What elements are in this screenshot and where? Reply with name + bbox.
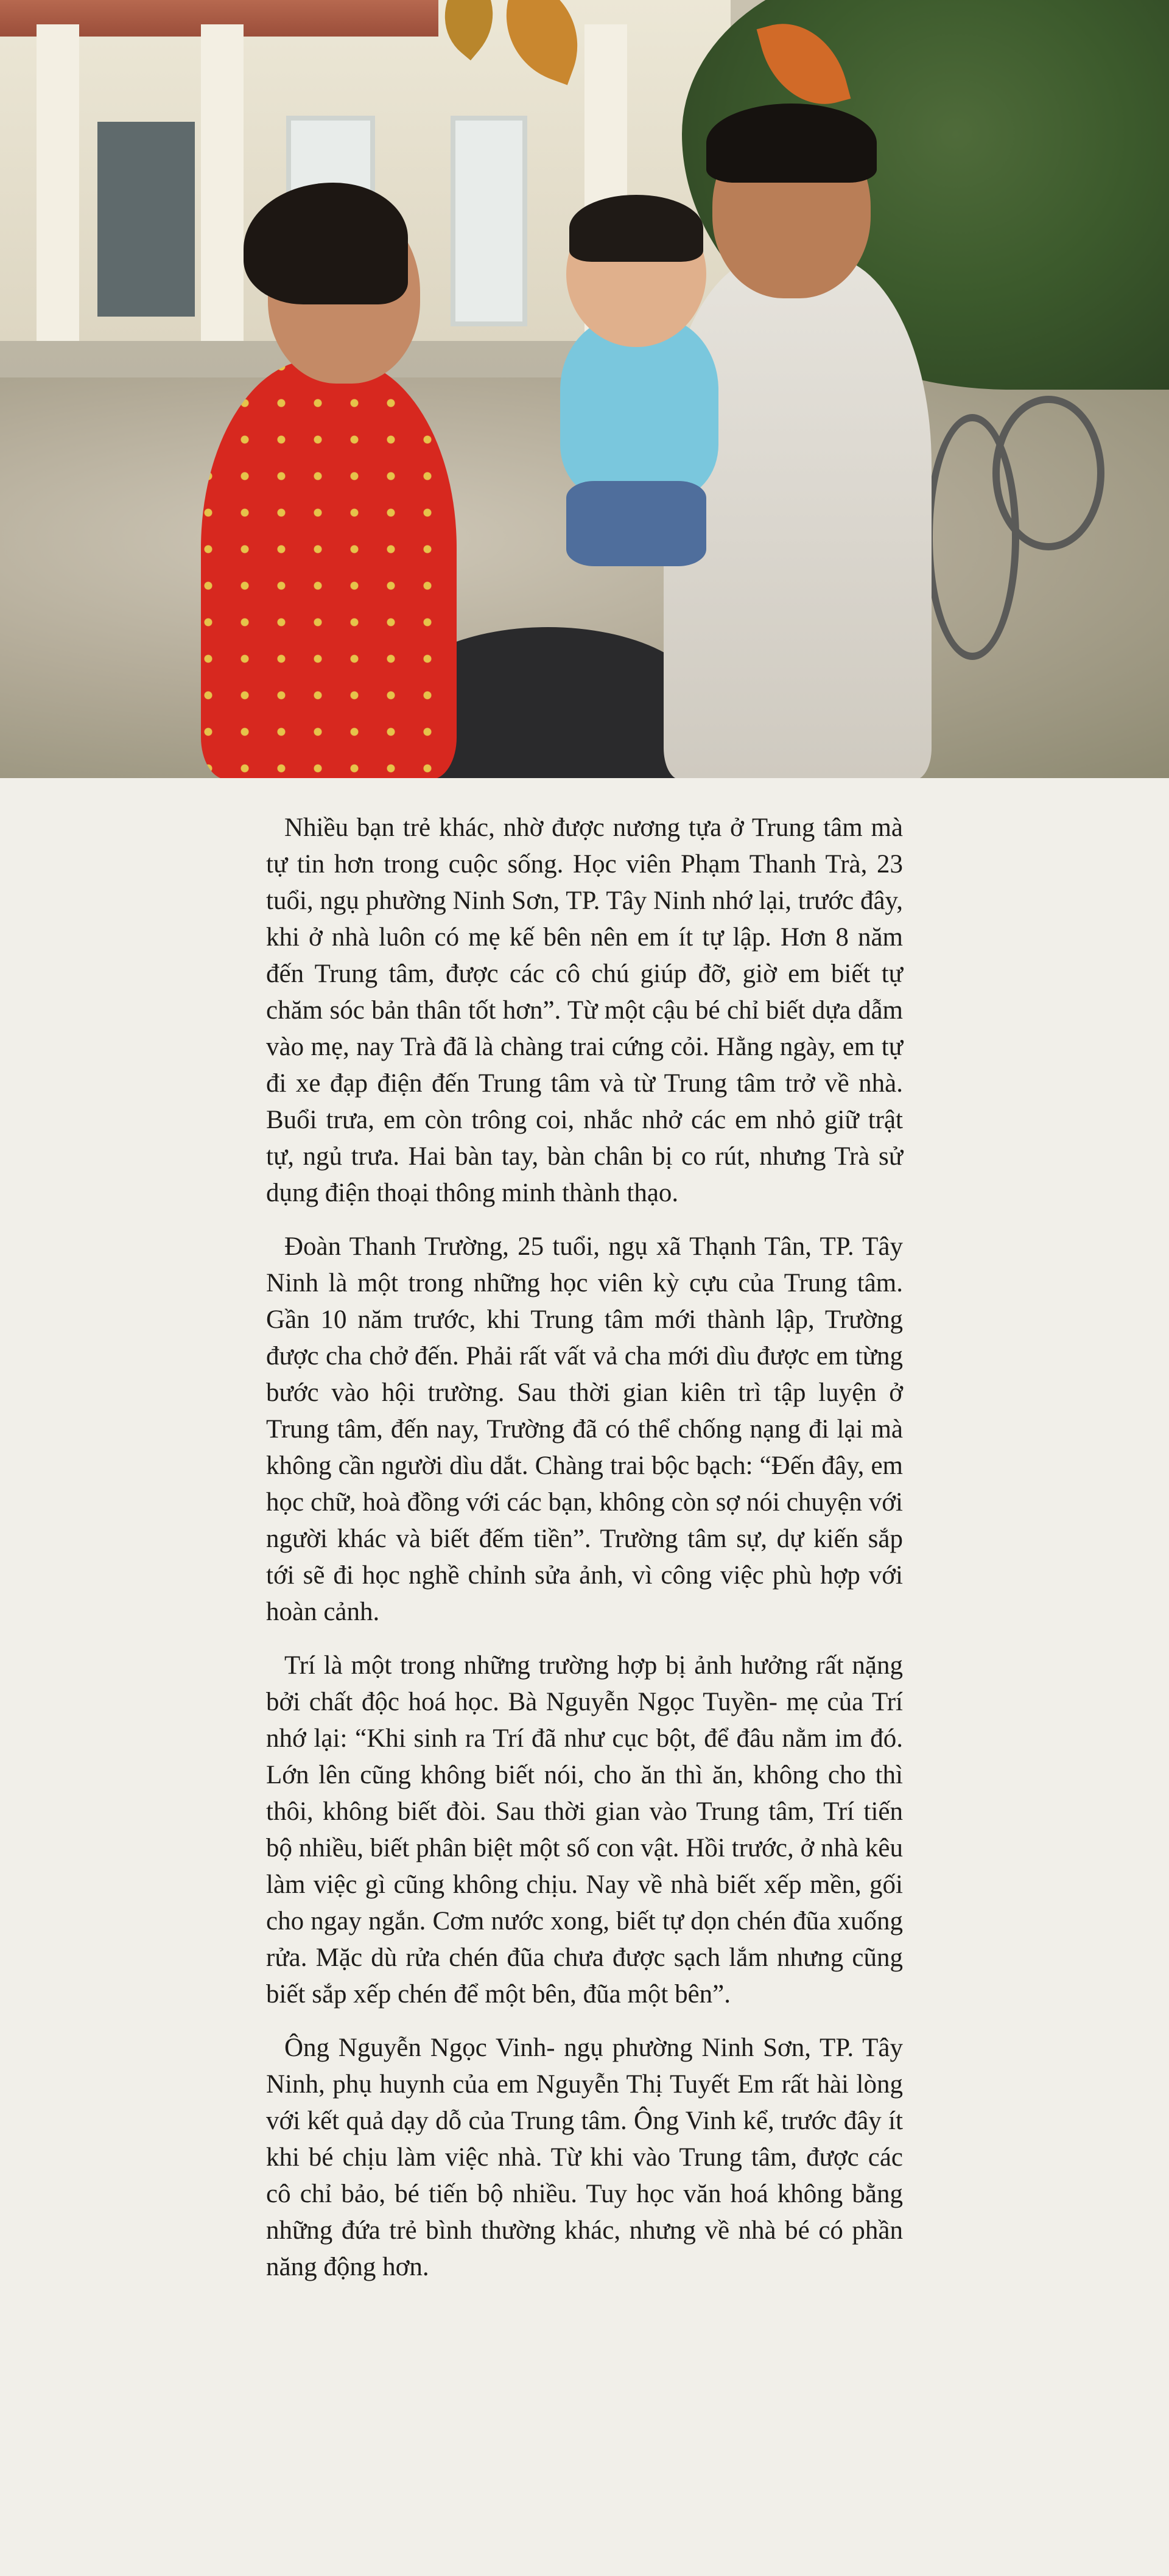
mother-figure	[201, 359, 457, 778]
window	[451, 116, 527, 326]
article-paragraph: Ông Nguyễn Ngọc Vinh- ngụ phường Ninh Sơn, TP. Tây Ninh, phụ huynh của em Nguyễn Thị Tuyết Em rất hài lòng với kết quả dạy dỗ của Trung tâm. Ông Vinh kể, trước đây ít khi bé chịu làm việc nhà. Từ khi vào Trung tâm, được các cô chỉ bảo, bé tiến bộ nhiều. Tuy học văn hoá không bằng những đứa trẻ bình thường khác, nhưng về nhà bé có phần năng động hơn.	[266, 2034, 903, 2281]
bicycle-wheel	[992, 396, 1104, 550]
article-body	[266, 810, 903, 2303]
article-paragraph: Trí là một trong những trường hợp bị ảnh hưởng rất nặng bởi chất độc hoá học. Bà Nguyễn Ngọc Tuyền- mẹ của Trí nhớ lại: “Khi sinh ra Trí đã như cục bột, để đâu nằm im đó. Lớn lên cũng không biết nói, cho ăn thì ăn, không cho thì thôi, không biết đòi. Sau thời gian vào Trung tâm, Trí tiến bộ nhiều, biết phân biệt một số con vật. Hồi trước, ở nhà kêu làm việc gì cũng không chịu. Nay về nhà biết xếp mền, gối cho ngay ngắn. Cơm nước xong, biết tự dọn chén đũa xuống rửa. Mặc dù rửa chén đũa chưa được sạch lắm nhưng cũng biết sắp xếp chén để một bên, đũa một bên”.	[266, 1651, 903, 2009]
father-hair	[706, 104, 877, 183]
child-shorts	[566, 481, 706, 566]
building-pillar	[37, 24, 79, 341]
doorway	[97, 122, 195, 317]
family-photo	[0, 0, 1169, 778]
article-paragraph: Đoàn Thanh Trường, 25 tuổi, ngụ xã Thạnh Tân, TP. Tây Ninh là một trong những học viên kỳ cựu của Trung tâm. Gần 10 năm trước, khi Trung tâm mới thành lập, Trường được cha chở đến. Phải rất vất vả cha mới dìu được em từng bước vào hội trường. Sau thời gian kiên trì tập luyện ở Trung tâm, đến nay, Trường đã có thể chống nạng đi lại mà không cần người dìu dắt. Chàng trai bộc bạch: “Đến đây, em học chữ, hoà đồng với các bạn, không còn sợ nói chuyện với người khác và biết đếm tiền”. Trường tâm sự, dự kiến sắp tới sẽ đi học nghề chỉnh sửa ảnh, vì công việc phù hợp với hoàn cảnh.	[266, 1232, 903, 1626]
building-pillar	[201, 24, 244, 341]
child-hair	[569, 195, 703, 262]
article-paragraph: Nhiều bạn trẻ khác, nhờ được nương tựa ở Trung tâm mà tự tin hơn trong cuộc sống. Học viên Phạm Thanh Trà, 23 tuổi, ngụ phường Ninh Sơn, TP. Tây Ninh nhớ lại, trước đây, khi ở nhà luôn có mẹ kế bên nên em ít tự lập. Hơn 8 năm đến Trung tâm, được các cô chú giúp đỡ, giờ em biết tự chăm sóc bản thân tốt hơn”. Từ một cậu bé chỉ biết dựa dẫm vào mẹ, nay Trà đã là chàng trai cứng cỏi. Hằng ngày, em tự đi xe đạp điện đến Trung tâm và từ Trung tâm trở về nhà. Buổi trưa, em còn trông coi, nhắc nhở các em nhỏ giữ trật tự, ngủ trưa. Hai bàn tay, bàn chân bị co rút, nhưng Trà sử dụng điện thoại thông minh thành thạo.	[266, 813, 903, 1207]
